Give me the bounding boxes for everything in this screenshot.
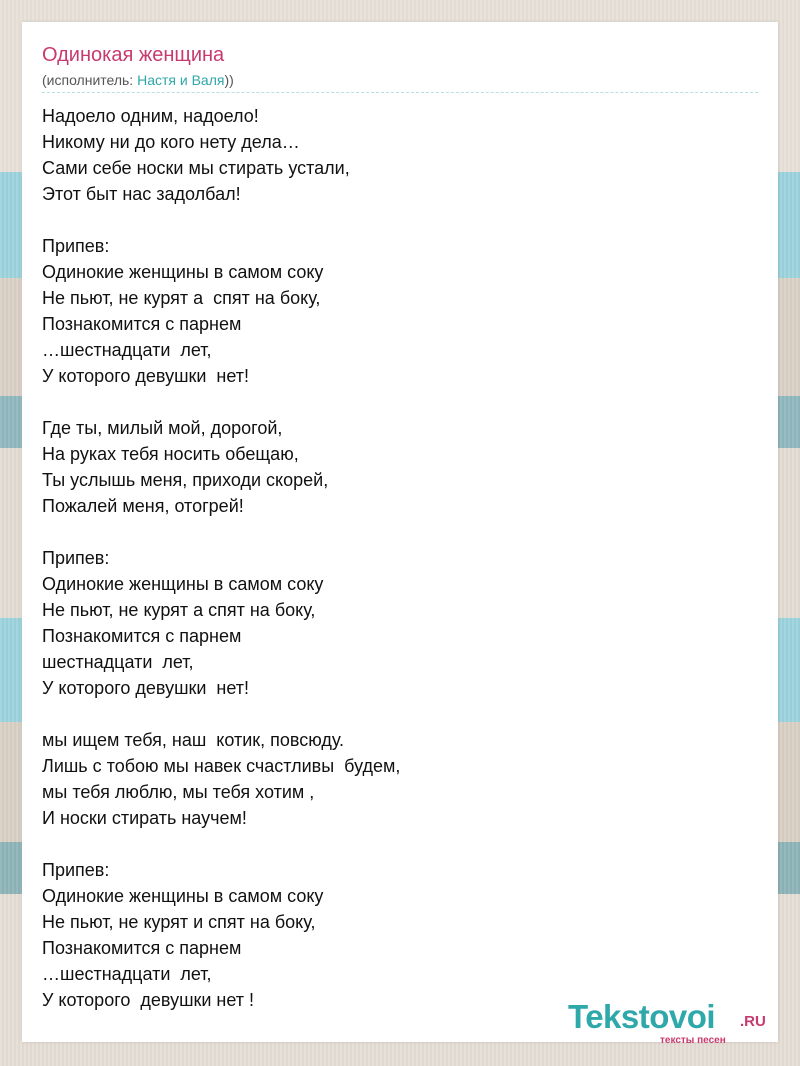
performer-line	[42, 72, 234, 88]
lyric-line: …шестнадцати лет,	[42, 964, 212, 984]
logo-tagline: тексты песен	[660, 1035, 726, 1046]
lyric-line: шестнадцати лет,	[42, 652, 194, 672]
logo-wordmark: Tekstovoi	[568, 998, 716, 1035]
performer-suffix: ))	[224, 72, 234, 88]
stanza-gap	[42, 519, 400, 545]
site-logo[interactable]	[568, 998, 778, 1048]
stanza-gap	[42, 831, 400, 857]
lyric-line: Не пьют, не курят а спят на боку,	[42, 288, 321, 308]
lyric-line: Познакомится с парнем	[42, 626, 242, 646]
lyric-line: На руках тебя носить обещаю,	[42, 444, 299, 464]
lyric-line: У которого девушки нет !	[42, 990, 255, 1010]
stanza-gap	[42, 207, 400, 233]
lyric-line: Никому ни до кого нету дела…	[42, 132, 300, 152]
lyric-line: мы тебя люблю, мы тебя хотим ,	[42, 782, 315, 802]
title-divider	[42, 92, 758, 93]
lyric-line: мы ищем тебя, наш котик, повсюду.	[42, 730, 345, 750]
lyric-line: Не пьют, не курят и спят на боку,	[42, 912, 316, 932]
lyrics-sheet	[22, 22, 778, 1046]
logo-tld: .RU	[740, 1013, 766, 1030]
lyric-line: Одинокие женщины в самом соку	[42, 262, 324, 282]
lyric-line: И носки стирать научем!	[42, 808, 247, 828]
lyric-line: Припев:	[42, 548, 110, 568]
lyric-line: Одинокие женщины в самом соку	[42, 886, 324, 906]
lyric-line: Этот быт нас задолбал!	[42, 184, 241, 204]
lyric-line: Припев:	[42, 860, 110, 880]
song-title: Одинокая женщина	[42, 44, 225, 66]
lyrics-body	[42, 103, 400, 1013]
stanza-gap	[42, 389, 400, 415]
performer-prefix: (исполнитель:	[42, 72, 138, 88]
lyric-line: У которого девушки нет!	[42, 678, 250, 698]
lyric-line: Лишь с тобою мы навек счастливы будем,	[42, 756, 401, 776]
lyric-line: Одинокие женщины в самом соку	[42, 574, 324, 594]
lyric-line: Познакомится с парнем	[42, 314, 242, 334]
stanza-gap	[42, 701, 400, 727]
lyric-line: Где ты, милый мой, дорогой,	[42, 418, 283, 438]
lyric-line: Пожалей меня, отогрей!	[42, 496, 244, 516]
lyric-line: Припев:	[42, 236, 110, 256]
lyric-line: Познакомится с парнем	[42, 938, 242, 958]
lyric-line: Надоело одним, надоело!	[42, 106, 259, 126]
lyric-line: У которого девушки нет!	[42, 366, 250, 386]
lyric-line: Ты услышь меня, приходи скорей,	[42, 470, 329, 490]
performer-link[interactable]: Настя и Валя	[137, 72, 225, 88]
lyric-line: …шестнадцати лет,	[42, 340, 212, 360]
lyric-line: Сами себе носки мы стирать устали,	[42, 158, 350, 178]
lyric-line: Не пьют, не курят а спят на боку,	[42, 600, 316, 620]
